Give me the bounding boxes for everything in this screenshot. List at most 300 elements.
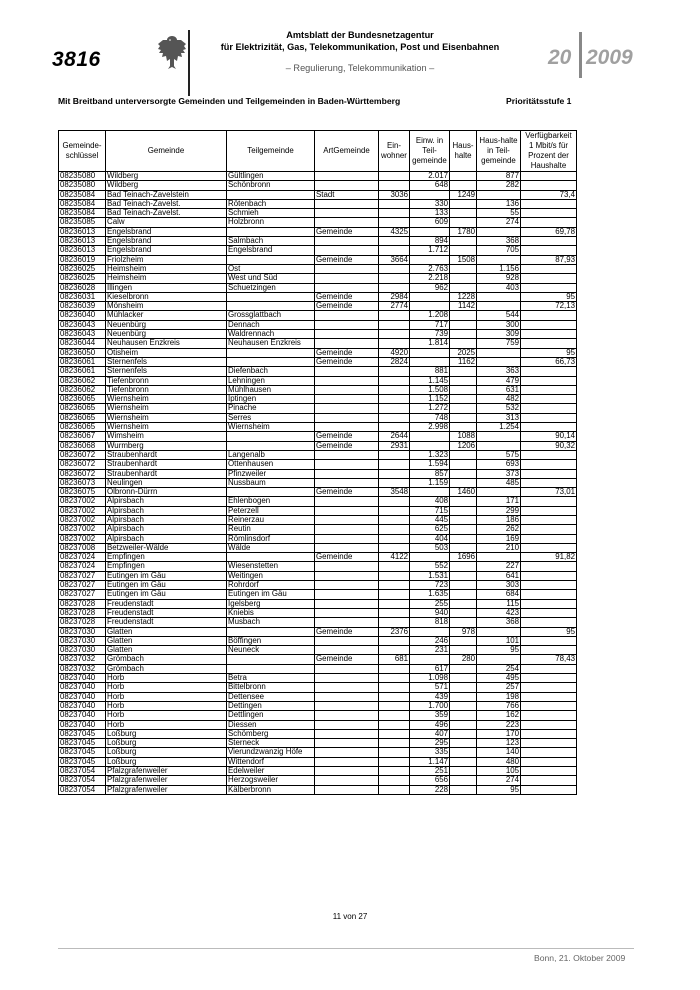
cell-residents-sub [410,190,450,199]
cell-residents-sub: 748 [410,413,450,422]
table-row [59,506,577,515]
cell-residents [379,608,410,617]
cell-households [450,339,477,348]
cell-key: 08236013 [59,237,106,246]
cell-municipality: Alpirsbach [106,515,227,524]
cell-submunicipality: West und Süd [227,274,315,283]
table-row [59,404,577,413]
cell-availability [521,274,577,283]
table-row [59,190,577,199]
cell-availability [521,385,577,394]
cell-key: 08237028 [59,599,106,608]
cell-households [450,599,477,608]
cell-key: 08237024 [59,553,106,562]
cell-residents: 4122 [379,553,410,562]
cell-residents-sub: 552 [410,562,450,571]
cell-key: 08237027 [59,590,106,599]
cell-households-sub: 684 [477,590,521,599]
cell-municipality: Horb [106,701,227,710]
cell-residents [379,450,410,459]
cell-municipality: Heimsheim [106,264,227,273]
cell-availability [521,460,577,469]
cell-residents-sub [410,655,450,664]
cell-availability [521,199,577,208]
cell-type [315,209,379,218]
cell-households: 280 [450,655,477,664]
cell-residents: 2774 [379,302,410,311]
table-row [59,246,577,255]
cell-municipality: Alpirsbach [106,497,227,506]
cell-residents-sub: 1.635 [410,590,450,599]
year-divider [579,32,582,78]
cell-households [450,525,477,534]
cell-type [315,172,379,181]
table-row [59,432,577,441]
cell-municipality: Ölbronn-Dürrn [106,488,227,497]
table-row [59,330,577,339]
cell-households [450,181,477,190]
cell-key: 08236043 [59,320,106,329]
cell-households: 1696 [450,553,477,562]
cell-residents [379,739,410,748]
cell-households-sub: 171 [477,497,521,506]
cell-submunicipality: Nussbaum [227,478,315,487]
cell-residents [379,543,410,552]
cell-residents-sub: 330 [410,199,450,208]
cell-availability [521,264,577,273]
table-row [59,618,577,627]
table-row [59,748,577,757]
cell-key: 08235084 [59,209,106,218]
cell-households [450,450,477,459]
cell-residents [379,469,410,478]
cell-submunicipality [227,655,315,664]
cell-submunicipality: Pinache [227,404,315,413]
cell-households [450,274,477,283]
cell-households-sub: 282 [477,181,521,190]
cell-submunicipality: Mühlhausen [227,385,315,394]
cell-municipality: Neuenbürg [106,320,227,329]
cell-submunicipality: Böffingen [227,636,315,645]
cell-key: 08237028 [59,608,106,617]
cell-key: 08237030 [59,636,106,645]
cell-households: 1142 [450,302,477,311]
cell-submunicipality [227,432,315,441]
cell-submunicipality [227,302,315,311]
cell-households [450,646,477,655]
cell-submunicipality: Wiernsheim [227,423,315,432]
cell-residents-sub: 407 [410,729,450,738]
table-row [59,683,577,692]
cell-residents-sub: 133 [410,209,450,218]
cell-households-sub [477,553,521,562]
cell-households [450,264,477,273]
cell-households-sub [477,488,521,497]
cell-key: 08236072 [59,450,106,459]
cell-households [450,701,477,710]
cell-type [315,674,379,683]
logo-divider [188,30,190,96]
cell-availability [521,664,577,673]
col-header-households-sub: Haus-halte in Teil-gemeinde [477,131,521,172]
cell-households-sub: 55 [477,209,521,218]
cell-type [315,646,379,655]
cell-type [315,608,379,617]
table-row [59,720,577,729]
cell-submunicipality: Weitingen [227,571,315,580]
cell-municipality: Wimsheim [106,432,227,441]
cell-type [315,218,379,227]
cell-residents: 2824 [379,357,410,366]
cell-submunicipality: Römlinsdorf [227,534,315,543]
table-row [59,209,577,218]
cell-households [450,311,477,320]
cell-key: 08237040 [59,701,106,710]
cell-households-sub: 368 [477,237,521,246]
cell-submunicipality: Gültlingen [227,172,315,181]
cell-availability [521,785,577,794]
header-subtitle: für Elektrizität, Gas, Telekommunikation, Post und Eisenbahnen [220,41,500,52]
cell-municipality: Glatten [106,646,227,655]
table-row [59,181,577,190]
cell-households [450,237,477,246]
cell-residents: 4325 [379,227,410,236]
cell-municipality: Empfingen [106,562,227,571]
cell-key: 08236075 [59,488,106,497]
cell-households-sub [477,292,521,301]
cell-households-sub [477,348,521,357]
cell-key: 08237030 [59,646,106,655]
cell-type [315,330,379,339]
cell-availability: 90,32 [521,441,577,450]
table-row [59,627,577,636]
cell-households-sub: 105 [477,767,521,776]
cell-residents-sub: 1.098 [410,674,450,683]
cell-key: 08237002 [59,506,106,515]
cell-residents-sub: 962 [410,283,450,292]
document-title: Mit Breitband unterversorgte Gemeinden und Teilgemeinden in Baden-Württemberg [58,96,401,106]
cell-residents [379,385,410,394]
cell-municipality: Grömbach [106,664,227,673]
cell-availability [521,478,577,487]
cell-households: 1088 [450,432,477,441]
cell-residents-sub: 335 [410,748,450,757]
cell-households-sub: 495 [477,674,521,683]
cell-key: 08236039 [59,302,106,311]
cell-households-sub: 227 [477,562,521,571]
cell-households-sub: 274 [477,218,521,227]
cell-residents-sub [410,441,450,450]
cell-availability: 73,4 [521,190,577,199]
cell-municipality: Alpirsbach [106,506,227,515]
publication-date: Bonn, 21. Oktober 2009 [534,953,626,963]
cell-type [315,264,379,273]
cell-type [315,729,379,738]
cell-residents-sub: 857 [410,469,450,478]
cell-households-sub: 186 [477,515,521,524]
cell-households-sub: 274 [477,776,521,785]
cell-key: 08236013 [59,227,106,236]
table-row [59,283,577,292]
cell-municipality: Engelsbrand [106,227,227,236]
cell-type [315,543,379,552]
cell-municipality: Glatten [106,627,227,636]
table-row [59,292,577,301]
cell-key: 08236050 [59,348,106,357]
cell-residents-sub: 1.272 [410,404,450,413]
cell-residents-sub: 894 [410,237,450,246]
cell-availability [521,395,577,404]
cell-availability [521,330,577,339]
cell-availability: 73,01 [521,488,577,497]
cell-households-sub: 575 [477,450,521,459]
cell-type [315,599,379,608]
cell-residents [379,748,410,757]
cell-submunicipality: Kälberbronn [227,785,315,794]
cell-availability [521,237,577,246]
cell-residents-sub: 445 [410,515,450,524]
cell-residents [379,720,410,729]
cell-households-sub [477,655,521,664]
cell-availability [521,246,577,255]
cell-residents-sub: 503 [410,543,450,552]
cell-residents [379,497,410,506]
cell-submunicipality: Schönbronn [227,181,315,190]
cell-municipality: Neuenbürg [106,330,227,339]
cell-type [315,181,379,190]
cell-availability [521,469,577,478]
cell-type: Gemeinde [315,441,379,450]
cell-submunicipality: Grossglattbach [227,311,315,320]
table-row [59,599,577,608]
cell-households-sub: 115 [477,599,521,608]
cell-submunicipality: Lehningen [227,376,315,385]
cell-key: 08237040 [59,711,106,720]
cell-households-sub: 641 [477,571,521,580]
cell-residents-sub: 609 [410,218,450,227]
cell-submunicipality: Ost [227,264,315,273]
cell-type [315,478,379,487]
cell-availability [521,404,577,413]
cell-households-sub: 303 [477,581,521,590]
cell-residents-sub: 1.594 [410,460,450,469]
cell-residents [379,664,410,673]
cell-municipality: Sternenfels [106,367,227,376]
cell-availability [521,739,577,748]
col-header-submunicipality: Teilgemeinde [227,131,315,172]
table-row [59,646,577,655]
cell-households [450,608,477,617]
cell-residents [379,460,410,469]
cell-households-sub: 101 [477,636,521,645]
cell-households: 1508 [450,255,477,264]
cell-residents: 2931 [379,441,410,450]
cell-households [450,199,477,208]
cell-type [315,237,379,246]
cell-households [450,692,477,701]
cell-households-sub: 532 [477,404,521,413]
cell-key: 08236061 [59,367,106,376]
cell-residents-sub: 1.712 [410,246,450,255]
cell-residents [379,701,410,710]
cell-availability [521,767,577,776]
cell-households [450,506,477,515]
cell-municipality: Alpirsbach [106,534,227,543]
cell-residents-sub: 656 [410,776,450,785]
cell-residents-sub: 723 [410,581,450,590]
table-row [59,274,577,283]
table-row [59,255,577,264]
cell-type: Gemeinde [315,348,379,357]
cell-key: 08237040 [59,692,106,701]
cell-municipality: Wurmberg [106,441,227,450]
cell-residents [379,395,410,404]
table-header-row [59,131,577,172]
cell-residents-sub: 251 [410,767,450,776]
cell-households [450,748,477,757]
cell-households-sub: 403 [477,283,521,292]
cell-key: 08237032 [59,664,106,673]
cell-municipality: Wiernsheim [106,413,227,422]
cell-residents [379,237,410,246]
cell-municipality: Neulingen [106,478,227,487]
cell-residents [379,320,410,329]
cell-availability: 87,93 [521,255,577,264]
cell-submunicipality: Reutin [227,525,315,534]
cell-municipality: Tiefenbronn [106,376,227,385]
cell-households: 978 [450,627,477,636]
cell-type [315,525,379,534]
cell-key: 08235080 [59,172,106,181]
cell-type: Gemeinde [315,627,379,636]
cell-residents [379,776,410,785]
cell-households [450,590,477,599]
cell-residents-sub: 717 [410,320,450,329]
cell-municipality: Loßburg [106,739,227,748]
col-header-residents: Ein-wohner [379,131,410,172]
table-row [59,441,577,450]
cell-residents [379,757,410,766]
cell-submunicipality: Igelsberg [227,599,315,608]
cell-type [315,515,379,524]
cell-residents-sub: 2.763 [410,264,450,273]
cell-availability [521,376,577,385]
cell-type [315,320,379,329]
cell-availability [521,720,577,729]
table-row [59,785,577,794]
cell-availability [521,320,577,329]
cell-availability [521,367,577,376]
cell-residents-sub [410,255,450,264]
cell-availability [521,757,577,766]
cell-households-sub: 313 [477,413,521,422]
header-title: Amtsblatt der Bundesnetzagentur [286,30,434,40]
cell-submunicipality [227,227,315,236]
cell-availability: 72,13 [521,302,577,311]
cell-municipality: Bad Teinach-Zavelst. [106,209,227,218]
cell-municipality: Wiernsheim [106,404,227,413]
cell-type [315,720,379,729]
cell-residents [379,172,410,181]
cell-type [315,618,379,627]
cell-availability [521,534,577,543]
cell-households-sub: 423 [477,608,521,617]
cell-residents: 2376 [379,627,410,636]
cell-availability: 90,14 [521,432,577,441]
cell-residents-sub [410,227,450,236]
cell-availability: 95 [521,348,577,357]
cell-municipality: Bad Teinach-Zavelstein [106,190,227,199]
cell-type [315,692,379,701]
cell-availability [521,776,577,785]
cell-submunicipality: Vierundzwanzig Höfe [227,748,315,757]
cell-availability [521,636,577,645]
table-row [59,469,577,478]
col-header-availability: Verfügbarkeit 1 Mbit/s für Prozent der Haushalte [521,131,577,172]
cell-type [315,413,379,422]
cell-residents-sub [410,348,450,357]
cell-availability [521,711,577,720]
cell-households-sub: 95 [477,646,521,655]
cell-municipality: Loßburg [106,729,227,738]
cell-residents-sub: 255 [410,599,450,608]
cell-residents: 3664 [379,255,410,264]
cell-residents [379,534,410,543]
cell-key: 08237032 [59,655,106,664]
cell-residents-sub [410,292,450,301]
cell-households [450,246,477,255]
cell-type [315,701,379,710]
cell-households-sub: 136 [477,199,521,208]
cell-households [450,218,477,227]
cell-residents [379,209,410,218]
cell-residents-sub: 1.152 [410,395,450,404]
cell-residents [379,264,410,273]
cell-residents [379,478,410,487]
cell-households-sub: 485 [477,478,521,487]
cell-households-sub: 544 [477,311,521,320]
cell-key: 08237024 [59,562,106,571]
cell-key: 08237054 [59,785,106,794]
table-row [59,692,577,701]
cell-residents [379,515,410,524]
cell-key: 08236028 [59,283,106,292]
cell-type [315,636,379,645]
cell-municipality: Empfingen [106,553,227,562]
cell-availability [521,562,577,571]
cell-municipality: Wiernsheim [106,423,227,432]
cell-type [315,590,379,599]
cell-households [450,460,477,469]
cell-residents-sub: 818 [410,618,450,627]
cell-households [450,172,477,181]
cell-submunicipality: Holzbronn [227,218,315,227]
cell-key: 08236065 [59,413,106,422]
cell-residents: 2984 [379,292,410,301]
cell-residents-sub: 228 [410,785,450,794]
cell-residents-sub: 940 [410,608,450,617]
cell-households-sub: 705 [477,246,521,255]
cell-households [450,785,477,794]
cell-availability [521,423,577,432]
cell-availability [521,218,577,227]
table-row [59,348,577,357]
cell-availability [521,599,577,608]
cell-availability [521,283,577,292]
cell-availability [521,413,577,422]
cell-households-sub: 300 [477,320,521,329]
col-header-key: Gemeinde-schlüssel [59,131,106,172]
